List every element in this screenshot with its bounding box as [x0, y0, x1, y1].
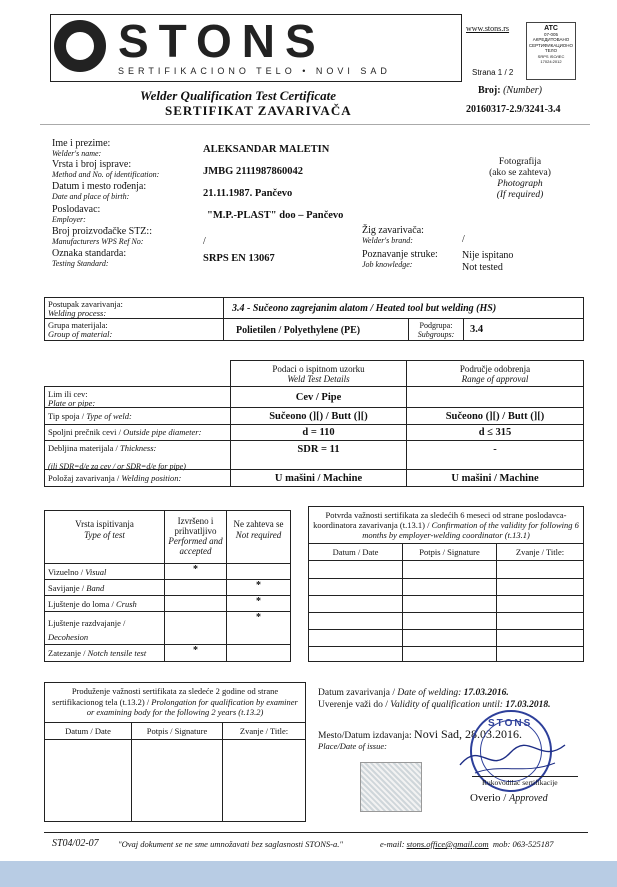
photo-placeholder: Fotografija (ako se zahteva) Photograph (If required)	[489, 157, 551, 200]
test-mark: *	[164, 644, 227, 662]
logo-subtitle: SERTIFIKACIONO TELO • NOVI SAD	[118, 66, 391, 76]
certificate-number: 20160317-2.9/3241-3.4	[466, 104, 561, 115]
footer-contact: e-mail: stons.office@gmail.com mob: 063-525187	[380, 839, 554, 849]
test-mark	[226, 644, 291, 662]
signature-icon	[455, 735, 575, 780]
brand-label-block: Žig zavarivača: Welder's brand:	[362, 225, 424, 245]
stons-seal-icon	[54, 20, 106, 72]
ats-line-1: 07-005	[543, 31, 558, 37]
logo-wordmark: STONS	[118, 15, 326, 67]
ats-line-2: АКРЕДИТОВАНО	[532, 37, 570, 42]
table-row: Vizuelno / Visual	[44, 563, 165, 580]
welder-name: ALEKSANDAR MALETIN	[203, 144, 330, 155]
title-english: Welder Qualification Test Certificate	[140, 88, 337, 103]
email-link[interactable]: stons.office@gmail.com	[406, 839, 489, 849]
number-label: Broj: (Number)	[478, 85, 542, 96]
subgroup-label: Podgrupa: Subgroups:	[417, 321, 455, 339]
weld-date-line: Datum zavarivanja / Date of welding: 17.03.2016.	[318, 688, 509, 698]
detail-value: Cev / Pipe	[295, 392, 342, 403]
details-col1-header: Podaci o ispitnom uzorku Weld Test Details	[272, 364, 365, 384]
name-label-block: Ime i prezime: Welder's name:	[52, 138, 111, 158]
issue-place-line: Mesto/Datum izdavanja: Novi Sad, 28.03.2016.	[318, 727, 523, 741]
range-value: -	[493, 444, 497, 455]
employer-value: "M.P.-PLAST" doo – Pančevo	[207, 210, 344, 221]
tests-header-not-required: Ne zahteva se Not required	[226, 510, 291, 564]
footer-note: "Ovaj dokument se ne sme umnožavati bez saglasnosti STONS-a."	[118, 839, 343, 849]
employer-label-block: Poslodavac: Employer:	[52, 204, 101, 224]
footer-divider	[44, 832, 588, 833]
range-value: Sučeono (][) / Butt (][)	[445, 411, 545, 422]
bottom-bar	[0, 861, 617, 887]
detail-value: U mašini / Machine	[274, 473, 363, 484]
test-mark	[164, 595, 227, 612]
standard-label-block: Oznaka standarda: Testing Standard:	[52, 248, 127, 268]
table-row: Lim ili cev: Plate or pipe:	[44, 386, 231, 408]
dob-label-block: Datum i mesto rođenja: Date and place of birth:	[52, 181, 147, 201]
prolong-header-title: Zvanje / Title:	[222, 722, 306, 740]
validity-header-title: Zvanje / Title:	[496, 543, 584, 561]
head-of-certification-label: Rukovodilac sertifikacije	[482, 778, 558, 787]
hologram-icon	[360, 762, 422, 812]
group-label: Grupa materijala: Group of material:	[48, 320, 113, 339]
process-label: Postupak zavarivanja: Welding process:	[48, 299, 123, 318]
welder-id: JMBG 2111987860042	[203, 166, 304, 177]
table-row: Debljina materijala / Thickness: (ili SDR=d/e za cev / or SDR=d/e for pipe)	[44, 440, 231, 470]
tests-header-type: Vrsta ispitivanja Type of test	[44, 510, 165, 564]
detail-value: d = 110	[302, 427, 335, 438]
validity-date-line: Uverenje važi do / Validity of qualification until: 17.03.2018.	[318, 700, 551, 710]
accreditation-mark-icon	[526, 22, 576, 80]
prolong-header-date: Datum / Date	[44, 722, 132, 740]
range-value: d ≤ 315	[478, 427, 512, 438]
table-row: Spoljni prečnik cevi / Outside pipe diameter:	[44, 424, 231, 441]
test-mark: *	[226, 579, 291, 596]
test-mark	[164, 579, 227, 596]
standard-value: SRPS EN 13067	[203, 253, 275, 264]
validity-header-signature: Potpis / Signature	[402, 543, 497, 561]
table-row: Ljuštenje razdvajanje / Decohesion	[44, 611, 165, 645]
approved-label: Overio / Approved	[470, 792, 548, 804]
table-row: Savijanje / Band	[44, 579, 165, 596]
process-value: 3.4 - Sučeono zagrejanim alatom / Heated tool but welding (HS)	[232, 303, 497, 314]
official-stamp-icon: STONS	[470, 710, 552, 792]
subgroup-value: 3.4	[470, 324, 484, 335]
table-row: Zatezanje / Notch tensile test	[44, 644, 165, 662]
knowledge-label-block: Poznavanje struke: Job knowledge:	[362, 249, 438, 269]
id-label-block: Vrsta i broj isprave: Method and No. of identification:	[52, 159, 160, 179]
table-row: Položaj zavarivanja / Welding position:	[44, 469, 231, 487]
brand-value: /	[462, 234, 465, 245]
table-row: Tip spoja / Type of weld:	[44, 407, 231, 425]
welder-dob: 21.11.1987. Pančevo	[203, 188, 293, 199]
test-mark: *	[226, 595, 291, 612]
detail-value: Sučeono (][) / Butt (][)	[269, 411, 368, 422]
wps-value: /	[203, 236, 206, 247]
validity-text: Potvrda važnosti sertifikata za sledećih 6 meseci od strane poslodavca-koordinatora zavarivanja (t.13.1) / Confirmation of the validity for following 6 months by employer-welding coordinator (t.13.1)	[313, 510, 579, 540]
knowledge-value: Nije ispitano Not tested	[462, 250, 514, 273]
test-mark	[164, 611, 227, 645]
title-serbian: SERTIFIKAT ZAVARIVAČA	[165, 103, 352, 118]
validity-header-date: Datum / Date	[308, 543, 403, 561]
group-value: Polietilen / Polyethylene (PE)	[236, 325, 361, 336]
tests-header-performed: Izvršeno i prihvatljivo Performed and accepted	[164, 510, 227, 564]
ats-line-0: ATC	[544, 25, 558, 32]
footer-code: ST04/02-07	[52, 838, 99, 849]
divider	[40, 124, 590, 125]
details-col2-header: Područje odobrenja Range of approval	[459, 364, 531, 384]
range-value: U mašini / Machine	[451, 473, 539, 484]
ats-line-5: SRPS ISO/IEC 17024:2012	[537, 53, 565, 64]
table-row: Ljuštenje do loma / Crush	[44, 595, 165, 612]
prolong-text: Produženje važnosti sertifikata za sledeće 2 godine od strane sertifikacionog tela (t.13.2) / Prolongation for qualification by examiner or examining body for the following 2 years (t.13.2)	[52, 686, 298, 717]
ats-line-3: СЕРТИФИКАЦИОНО	[528, 42, 574, 48]
test-mark	[226, 563, 291, 580]
issue-place-label-en: Place/Date of issue:	[318, 741, 387, 751]
test-mark: *	[164, 563, 227, 580]
ats-line-4: ТЕЛО	[544, 48, 558, 53]
page-number: Strana 1 / 2	[472, 68, 514, 77]
wps-label-block: Broj proizvođačke STZ:: Manufacturers WPS Ref No:	[52, 226, 152, 246]
website-link[interactable]: www.stons.rs	[466, 24, 510, 33]
test-mark: *	[226, 611, 291, 645]
detail-value: SDR = 11	[297, 444, 340, 455]
prolong-header-signature: Potpis / Signature	[131, 722, 223, 740]
